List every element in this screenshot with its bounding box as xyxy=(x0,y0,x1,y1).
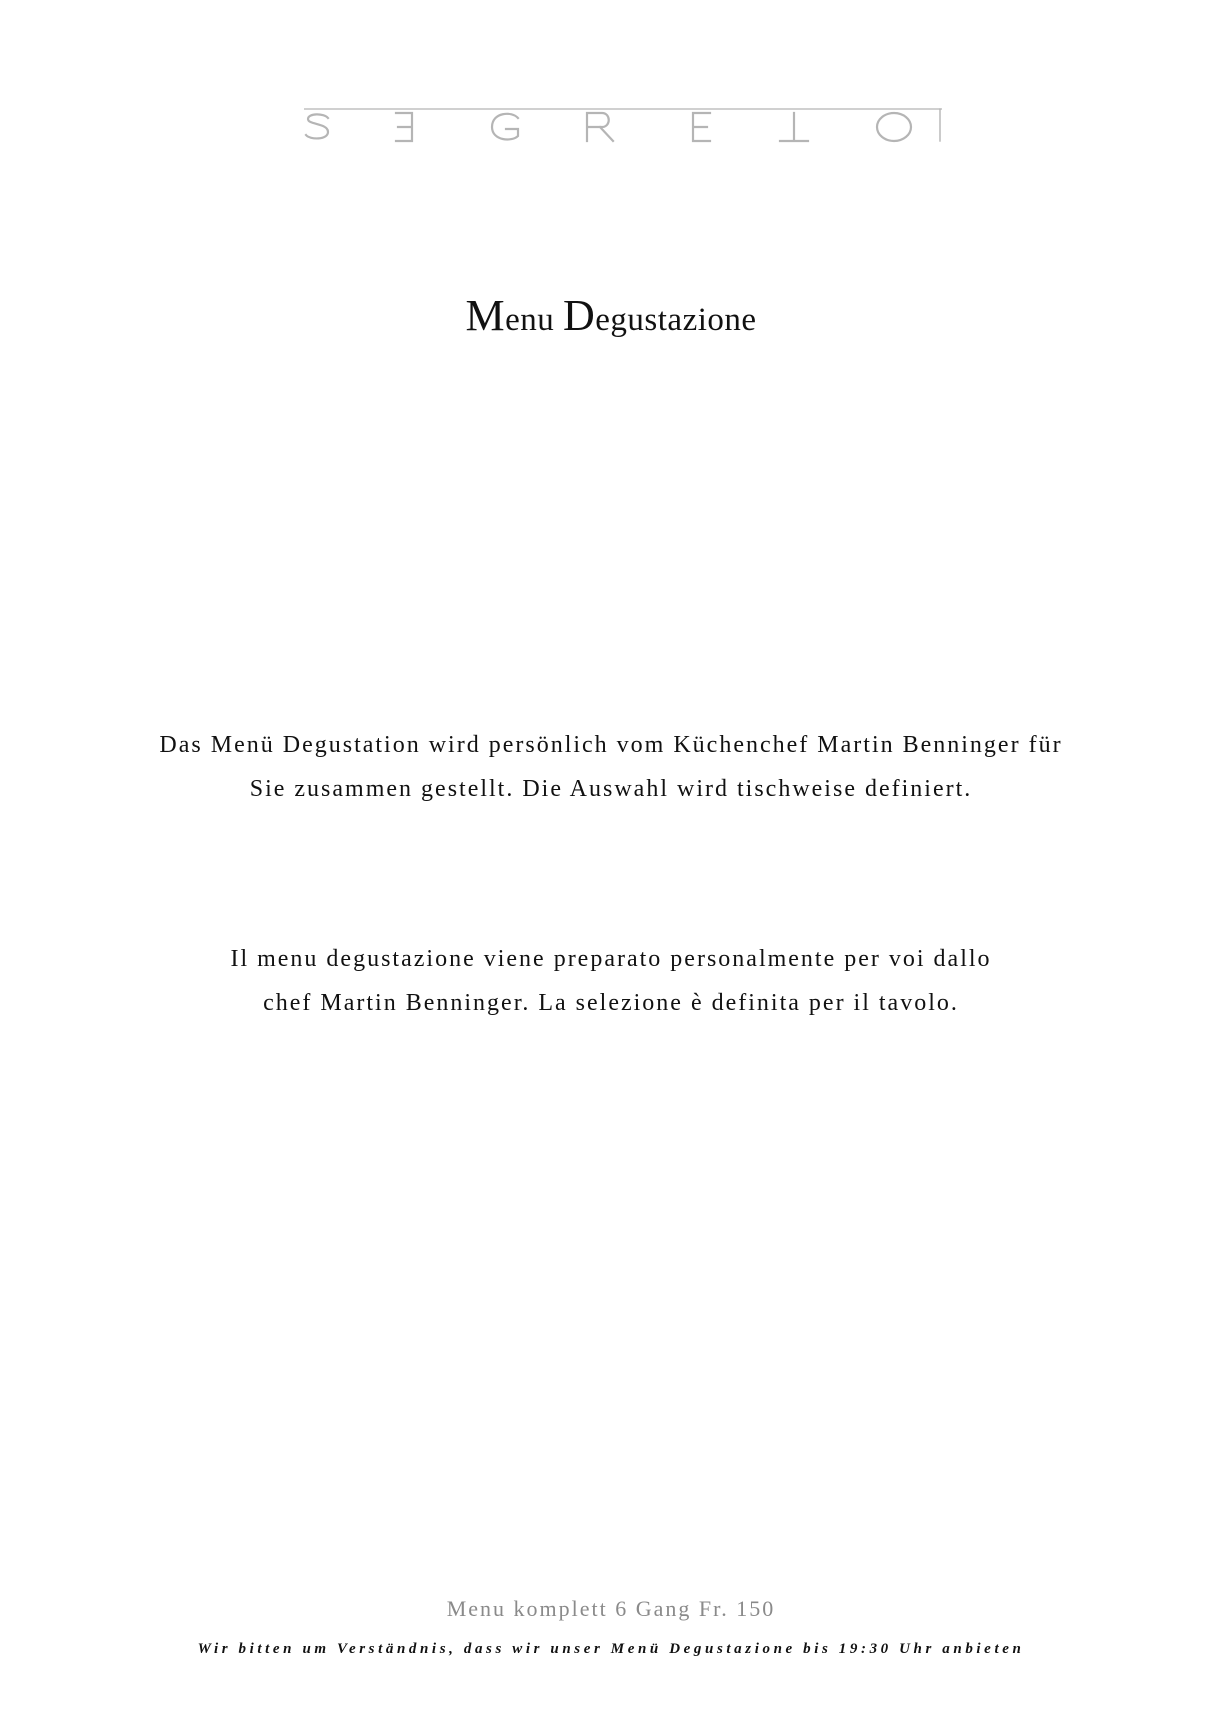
title-word-degustazione: egustazione xyxy=(595,302,757,338)
menu-price: Menu komplett 6 Gang Fr. 150 xyxy=(446,1596,776,1621)
german-description-line-2: Sie zusammen gestellt. Die Auswahl wird tischweise definiert. xyxy=(249,776,973,802)
title-initial-d: D xyxy=(562,291,596,340)
title-initial-m: M xyxy=(465,291,506,340)
italian-description-line-1: Il menu degustazione viene preparato personalmente per voi dallo xyxy=(230,946,992,972)
segreto-logo-mark xyxy=(304,108,942,144)
title-word-menu: enu xyxy=(505,302,555,338)
german-description xyxy=(0,723,1222,811)
availability-note: Wir bitten um Verständnis, dass wir unser Menü Degustazione bis 19:30 Uhr anbieten xyxy=(197,1641,1025,1657)
german-description-line-1: Das Menü Degustation wird persönlich vom Küchenchef Martin Benninger für xyxy=(159,732,1063,758)
italian-description xyxy=(0,937,1222,1025)
page-title xyxy=(0,290,1222,341)
italian-description-line-2: chef Martin Benninger. La selezione è definita per il tavolo. xyxy=(263,990,959,1016)
segreto-logo xyxy=(304,108,942,144)
